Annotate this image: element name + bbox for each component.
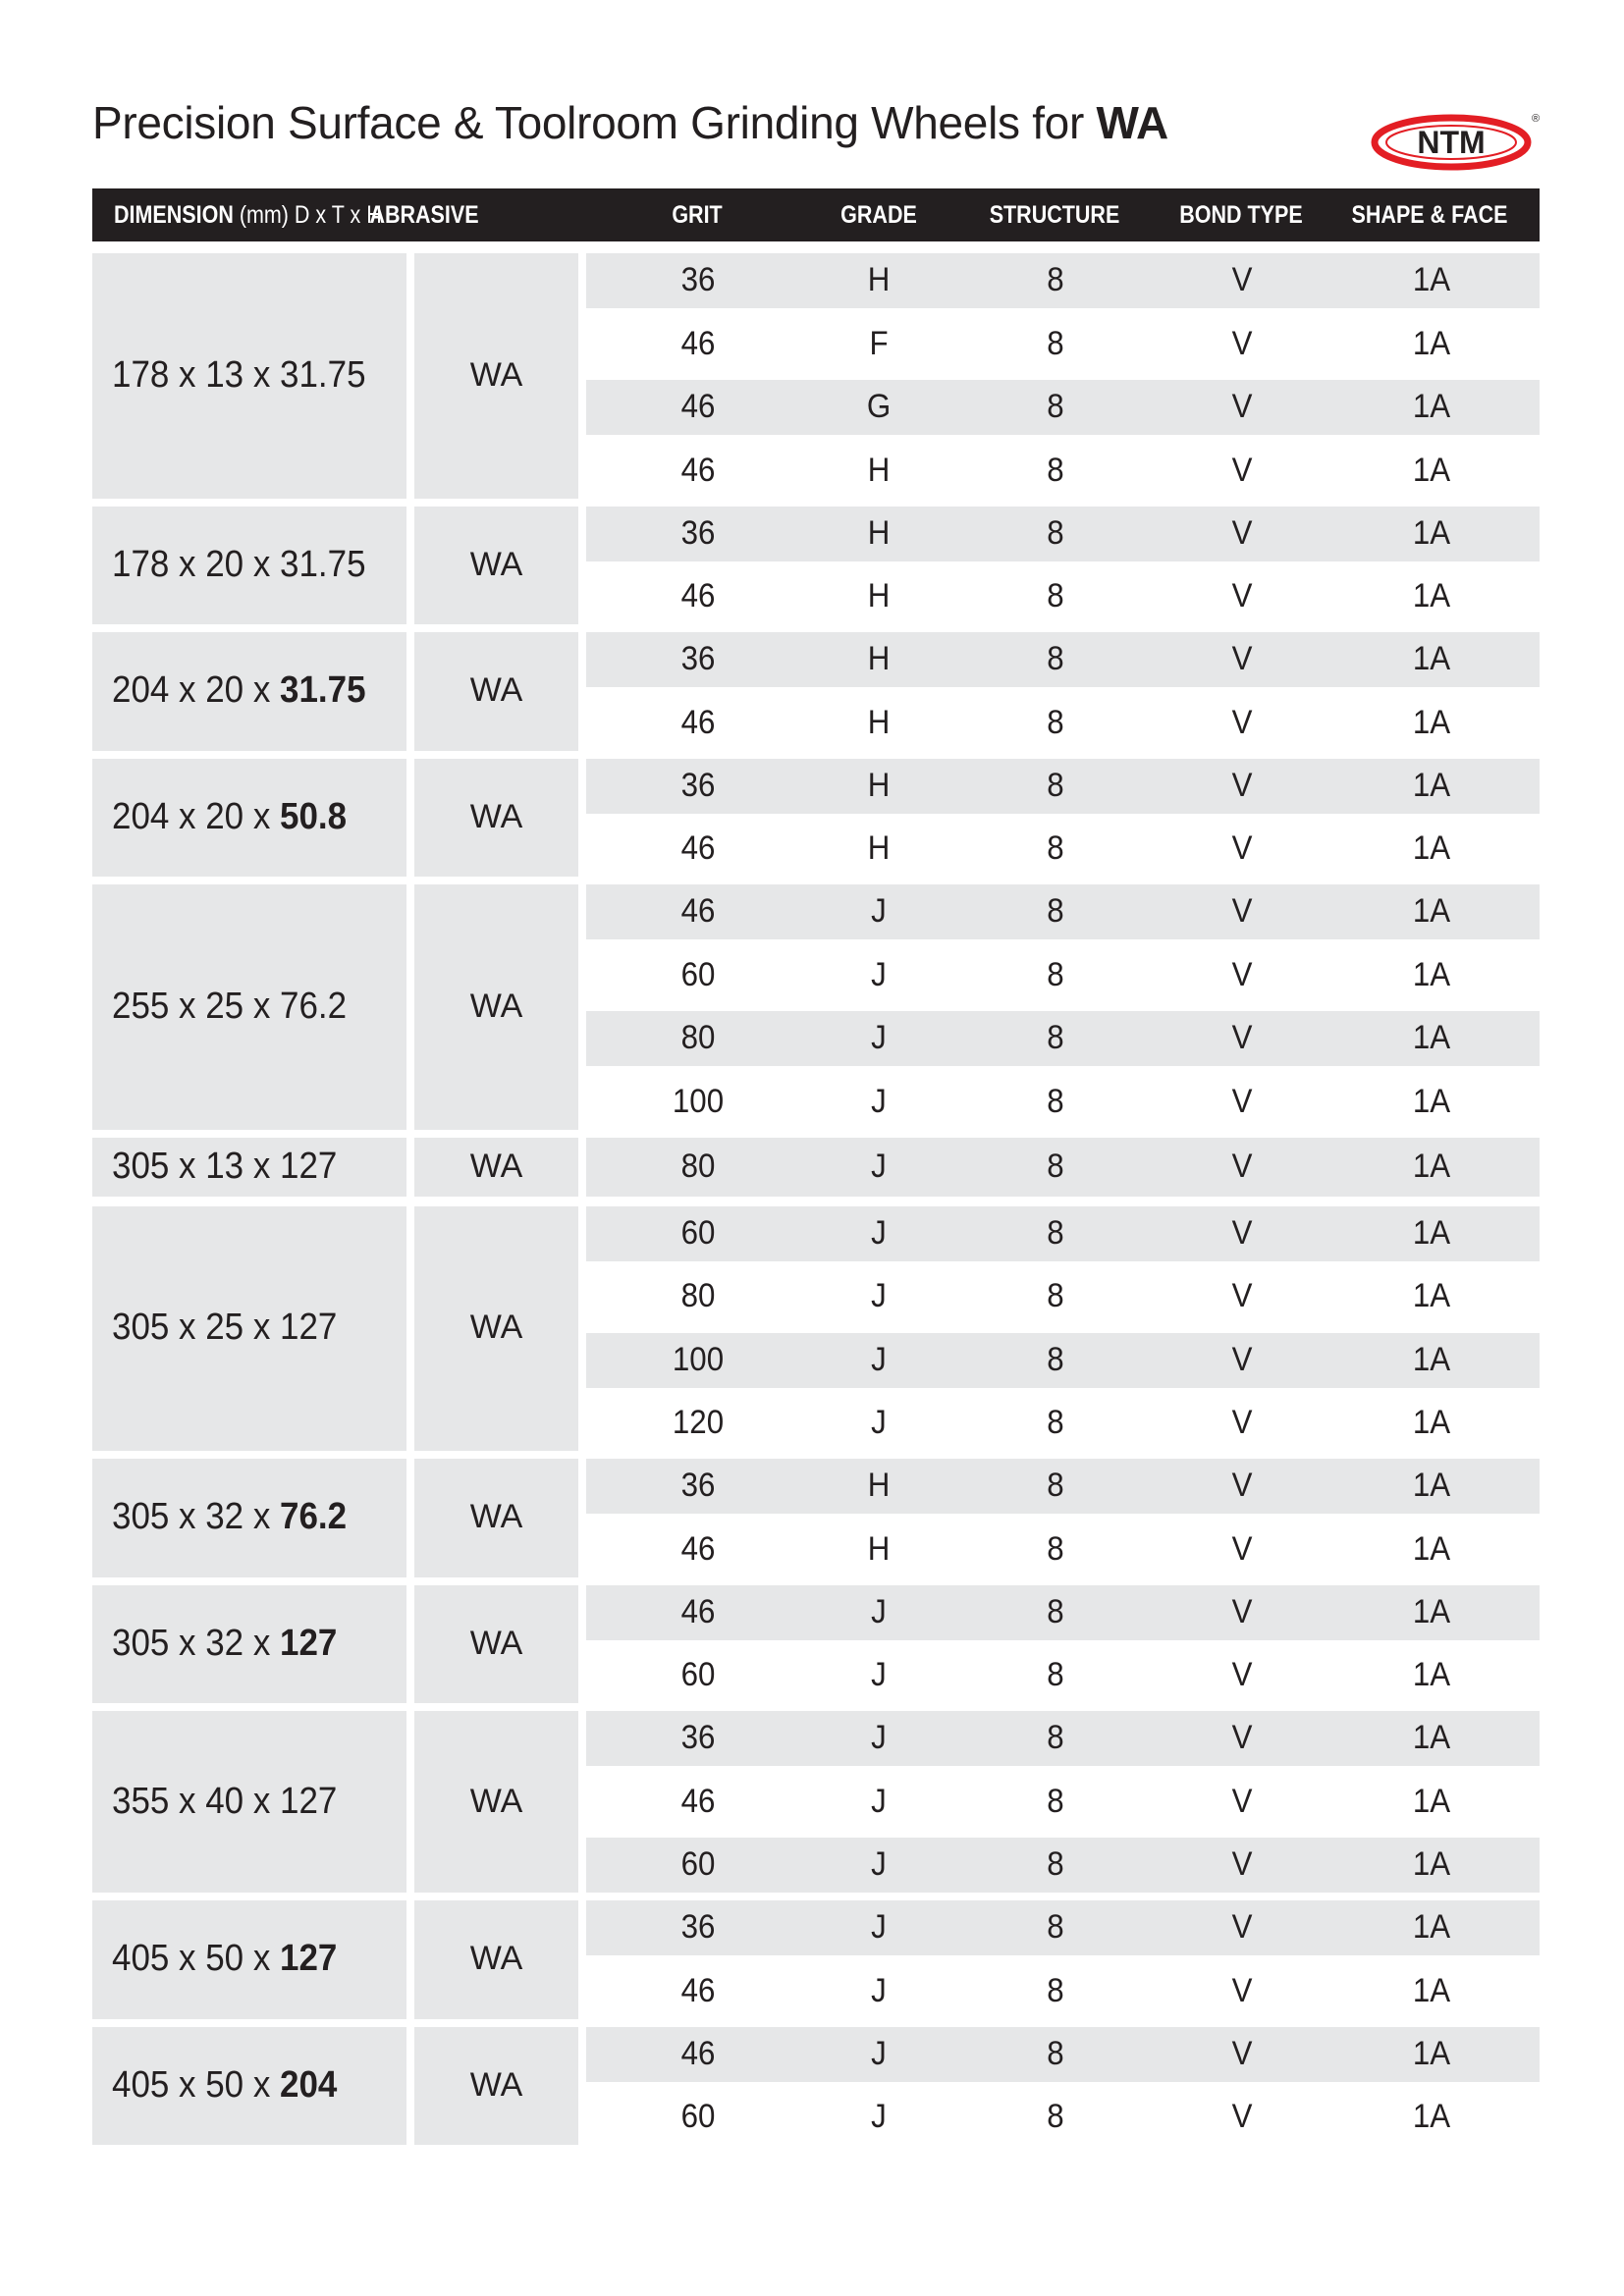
shape-face-cell: 1A bbox=[1412, 513, 1451, 552]
grade-cell: F bbox=[869, 324, 889, 362]
structure-cell: 8 bbox=[1047, 1147, 1064, 1185]
dimension-value: 405 x 50 x 127 bbox=[112, 1938, 338, 1980]
structure-cell: 8 bbox=[1047, 640, 1064, 677]
bond-type-cell: V bbox=[1231, 388, 1253, 425]
grit-cell: 36 bbox=[680, 261, 716, 298]
structure-cell: 8 bbox=[1047, 388, 1064, 425]
structure-cell: 8 bbox=[1047, 1404, 1064, 1441]
structure-cell: 8 bbox=[1047, 451, 1064, 489]
grade-cell: H bbox=[867, 577, 891, 614]
grade-cell: H bbox=[867, 451, 891, 489]
grade-cell: J bbox=[871, 1277, 887, 1314]
grade-cell: J bbox=[871, 1340, 887, 1378]
shape-face-cell: 1A bbox=[1412, 1971, 1451, 2009]
grade-cell: J bbox=[871, 1782, 887, 1820]
structure-cell: 8 bbox=[1047, 324, 1064, 362]
shape-face-cell: 1A bbox=[1412, 640, 1451, 677]
structure-cell: 8 bbox=[1047, 513, 1064, 552]
grade-cell: J bbox=[871, 2098, 887, 2135]
shape-face-cell: 1A bbox=[1412, 1340, 1451, 1378]
logo-registered: ® bbox=[1531, 113, 1541, 125]
dimension-value: 305 x 32 x 127 bbox=[112, 1622, 338, 1664]
bond-type-cell: V bbox=[1231, 892, 1253, 930]
structure-cell: 8 bbox=[1047, 1845, 1064, 1883]
grade-cell: H bbox=[867, 829, 891, 867]
abrasive-value: WA bbox=[469, 1308, 523, 1347]
structure-cell: 8 bbox=[1047, 1340, 1064, 1378]
grade-cell: H bbox=[867, 1467, 891, 1504]
dimension-value: 355 x 40 x 127 bbox=[112, 1780, 338, 1822]
grade-cell: G bbox=[866, 388, 892, 425]
structure-cell: 8 bbox=[1047, 829, 1064, 867]
dimension-value: 204 x 20 x 50.8 bbox=[112, 795, 348, 837]
bond-type-cell: V bbox=[1231, 1277, 1253, 1314]
shape-face-cell: 1A bbox=[1412, 388, 1451, 425]
abrasive-value: WA bbox=[469, 1147, 523, 1185]
bond-type-cell: V bbox=[1231, 2034, 1253, 2072]
grit-cell: 46 bbox=[680, 1782, 716, 1820]
grit-cell: 46 bbox=[680, 829, 716, 867]
grade-cell: J bbox=[871, 1719, 887, 1756]
abrasive-value: WA bbox=[469, 355, 523, 394]
grit-cell: 36 bbox=[680, 513, 716, 552]
structure-cell: 8 bbox=[1047, 1277, 1064, 1314]
dimension-value: 305 x 32 x 76.2 bbox=[112, 1496, 348, 1538]
shape-face-cell: 1A bbox=[1412, 324, 1451, 362]
grade-cell: J bbox=[871, 1082, 887, 1120]
bond-type-cell: V bbox=[1231, 2098, 1253, 2135]
shape-face-cell: 1A bbox=[1412, 1592, 1451, 1630]
bond-type-cell: V bbox=[1231, 1845, 1253, 1883]
grade-cell: H bbox=[867, 513, 891, 552]
grit-cell: 46 bbox=[680, 1971, 716, 2009]
bond-type-cell: V bbox=[1231, 513, 1253, 552]
grit-cell: 60 bbox=[680, 955, 716, 993]
title-main: Precision Surface & Toolroom Grinding Wheels for bbox=[92, 97, 1097, 148]
grit-cell: 46 bbox=[680, 2034, 716, 2072]
grit-cell: 46 bbox=[680, 451, 716, 489]
grade-cell: J bbox=[871, 2034, 887, 2072]
abrasive-value: WA bbox=[469, 1940, 523, 1978]
grade-cell: H bbox=[867, 640, 891, 677]
grade-cell: J bbox=[871, 1845, 887, 1883]
grit-cell: 46 bbox=[680, 1529, 716, 1568]
grit-cell: 46 bbox=[680, 1592, 716, 1630]
shape-face-cell: 1A bbox=[1412, 1845, 1451, 1883]
structure-cell: 8 bbox=[1047, 1213, 1064, 1252]
structure-cell: 8 bbox=[1047, 766, 1064, 804]
shape-face-cell: 1A bbox=[1412, 1908, 1451, 1946]
bond-type-cell: V bbox=[1231, 1529, 1253, 1568]
dimension-value: 178 x 20 x 31.75 bbox=[112, 543, 366, 585]
grade-cell: J bbox=[871, 1971, 887, 2009]
shape-face-cell: 1A bbox=[1412, 2034, 1451, 2072]
structure-cell: 8 bbox=[1047, 1656, 1064, 1693]
shape-face-cell: 1A bbox=[1412, 1277, 1451, 1314]
bond-type-cell: V bbox=[1231, 1719, 1253, 1756]
shape-face-cell: 1A bbox=[1412, 1719, 1451, 1756]
grade-cell: J bbox=[871, 1404, 887, 1441]
abrasive-value: WA bbox=[469, 797, 523, 835]
grit-cell: 36 bbox=[680, 1719, 716, 1756]
shape-face-cell: 1A bbox=[1412, 1404, 1451, 1441]
grit-cell: 60 bbox=[680, 1656, 716, 1693]
grit-cell: 36 bbox=[680, 1467, 716, 1504]
shape-face-cell: 1A bbox=[1412, 1019, 1451, 1056]
grade-cell: J bbox=[871, 1656, 887, 1693]
bond-type-cell: V bbox=[1231, 1019, 1253, 1056]
grade-cell: H bbox=[867, 766, 891, 804]
bond-type-cell: V bbox=[1231, 577, 1253, 614]
structure-cell: 8 bbox=[1047, 1719, 1064, 1756]
title-bold: WA bbox=[1096, 97, 1168, 148]
bond-type-cell: V bbox=[1231, 703, 1253, 741]
grade-cell: J bbox=[871, 1019, 887, 1056]
bond-type-cell: V bbox=[1231, 1082, 1253, 1120]
bond-type-cell: V bbox=[1231, 1908, 1253, 1946]
shape-face-cell: 1A bbox=[1412, 892, 1451, 930]
shape-face-cell: 1A bbox=[1412, 1147, 1451, 1185]
abrasive-value: WA bbox=[469, 545, 523, 583]
grit-cell: 46 bbox=[680, 703, 716, 741]
shape-face-cell: 1A bbox=[1412, 703, 1451, 741]
grit-cell: 46 bbox=[680, 324, 716, 362]
structure-cell: 8 bbox=[1047, 1529, 1064, 1568]
abrasive-value: WA bbox=[469, 987, 523, 1025]
header-dimension: DIMENSION (mm) D x T x H bbox=[114, 201, 382, 229]
grade-cell: H bbox=[867, 261, 891, 298]
grit-cell: 46 bbox=[680, 892, 716, 930]
dimension-value: 204 x 20 x 31.75 bbox=[112, 669, 366, 712]
structure-cell: 8 bbox=[1047, 2098, 1064, 2135]
grade-cell: H bbox=[867, 1529, 891, 1568]
shape-face-cell: 1A bbox=[1412, 955, 1451, 993]
grit-cell: 36 bbox=[680, 640, 716, 677]
bond-type-cell: V bbox=[1231, 955, 1253, 993]
dimension-value: 405 x 50 x 204 bbox=[112, 2063, 338, 2106]
abrasive-value: WA bbox=[469, 2065, 523, 2104]
dimension-value: 305 x 25 x 127 bbox=[112, 1307, 338, 1349]
grit-cell: 36 bbox=[680, 766, 716, 804]
dimension-value: 178 x 13 x 31.75 bbox=[112, 353, 366, 396]
structure-cell: 8 bbox=[1047, 1971, 1064, 2009]
structure-cell: 8 bbox=[1047, 1019, 1064, 1056]
grit-cell: 46 bbox=[680, 388, 716, 425]
table-header: DIMENSION (mm) D x T x H ABRASIVE GRIT GRADE STRUCTURE BOND TYPE SHAPE & FACE bbox=[92, 188, 1540, 241]
grit-cell: 80 bbox=[680, 1147, 716, 1185]
shape-face-cell: 1A bbox=[1412, 451, 1451, 489]
shape-face-cell: 1A bbox=[1412, 1213, 1451, 1252]
grit-cell: 36 bbox=[680, 1908, 716, 1946]
structure-cell: 8 bbox=[1047, 1782, 1064, 1820]
shape-face-cell: 1A bbox=[1412, 1467, 1451, 1504]
grade-cell: J bbox=[871, 1592, 887, 1630]
shape-face-cell: 1A bbox=[1412, 1656, 1451, 1693]
bond-type-cell: V bbox=[1231, 1340, 1253, 1378]
structure-cell: 8 bbox=[1047, 1082, 1064, 1120]
grit-cell: 46 bbox=[680, 577, 716, 614]
grit-cell: 100 bbox=[672, 1082, 725, 1120]
bond-type-cell: V bbox=[1231, 766, 1253, 804]
grade-cell: J bbox=[871, 1213, 887, 1252]
bond-type-cell: V bbox=[1231, 1782, 1253, 1820]
shape-face-cell: 1A bbox=[1412, 766, 1451, 804]
structure-cell: 8 bbox=[1047, 1592, 1064, 1630]
bond-type-cell: V bbox=[1231, 1147, 1253, 1185]
structure-cell: 8 bbox=[1047, 1467, 1064, 1504]
bond-type-cell: V bbox=[1231, 451, 1253, 489]
grit-cell: 60 bbox=[680, 1845, 716, 1883]
grade-cell: H bbox=[867, 703, 891, 741]
shape-face-cell: 1A bbox=[1412, 829, 1451, 867]
grade-cell: J bbox=[871, 1908, 887, 1946]
bond-type-cell: V bbox=[1231, 261, 1253, 298]
abrasive-value: WA bbox=[469, 1498, 523, 1536]
structure-cell: 8 bbox=[1047, 261, 1064, 298]
abrasive-value: WA bbox=[469, 1782, 523, 1820]
bond-type-cell: V bbox=[1231, 640, 1253, 677]
bond-type-cell: V bbox=[1231, 324, 1253, 362]
grit-cell: 100 bbox=[672, 1340, 725, 1378]
grit-cell: 60 bbox=[680, 1213, 716, 1252]
shape-face-cell: 1A bbox=[1412, 1782, 1451, 1820]
bond-type-cell: V bbox=[1231, 1213, 1253, 1252]
structure-cell: 8 bbox=[1047, 955, 1064, 993]
dimension-value: 305 x 13 x 127 bbox=[112, 1145, 338, 1187]
grit-cell: 60 bbox=[680, 2098, 716, 2135]
structure-cell: 8 bbox=[1047, 703, 1064, 741]
dimension-value: 255 x 25 x 76.2 bbox=[112, 985, 348, 1027]
grit-cell: 80 bbox=[680, 1277, 716, 1314]
shape-face-cell: 1A bbox=[1412, 261, 1451, 298]
bond-type-cell: V bbox=[1231, 1404, 1253, 1441]
bond-type-cell: V bbox=[1231, 1467, 1253, 1504]
bond-type-cell: V bbox=[1231, 1971, 1253, 2009]
bond-type-cell: V bbox=[1231, 829, 1253, 867]
bond-type-cell: V bbox=[1231, 1656, 1253, 1693]
structure-cell: 8 bbox=[1047, 2034, 1064, 2072]
shape-face-cell: 1A bbox=[1412, 577, 1451, 614]
structure-cell: 8 bbox=[1047, 577, 1064, 614]
structure-cell: 8 bbox=[1047, 1908, 1064, 1946]
shape-face-cell: 1A bbox=[1412, 1529, 1451, 1568]
grit-cell: 80 bbox=[680, 1019, 716, 1056]
abrasive-value: WA bbox=[469, 671, 523, 710]
grade-cell: J bbox=[871, 955, 887, 993]
shape-face-cell: 1A bbox=[1412, 1082, 1451, 1120]
bond-type-cell: V bbox=[1231, 1592, 1253, 1630]
grade-cell: J bbox=[871, 892, 887, 930]
structure-cell: 8 bbox=[1047, 892, 1064, 930]
grit-cell: 120 bbox=[672, 1404, 725, 1441]
grade-cell: J bbox=[871, 1147, 887, 1185]
logo-text: NTM bbox=[1417, 125, 1486, 160]
abrasive-value: WA bbox=[469, 1624, 523, 1662]
shape-face-cell: 1A bbox=[1412, 2098, 1451, 2135]
